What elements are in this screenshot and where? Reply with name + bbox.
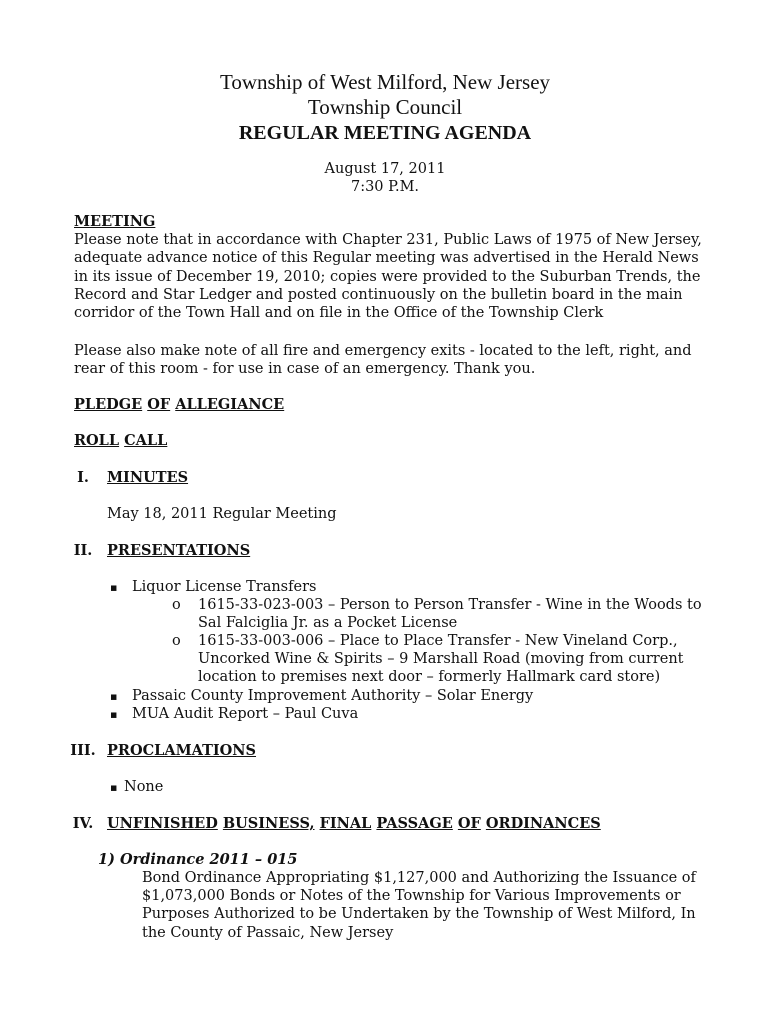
list-item [110, 687, 710, 706]
agenda-title: REGULAR MEETING AGENDA [238, 122, 532, 144]
meeting-section [74, 213, 714, 322]
ordinance-description: Bond Ordinance Appropriating $1,127,000 and Authorizing the Issuance of $1,073,000 Bonds or Notes of the Township for Various Improvements or Purposes Authorized to be Undertaken by the Township of West Milford, In the County of Passaic, New Jersey [142, 870, 696, 941]
proclamations-heading: PROCLAMATIONS [107, 742, 257, 759]
square-bullet-icon: ▪ [110, 581, 118, 594]
unfinished-business-heading [107, 815, 601, 832]
roll-call-heading [74, 432, 714, 450]
pledge-heading [74, 396, 714, 414]
circle-bullet-icon: o [172, 597, 181, 613]
heading-word: BUSINESS, [222, 815, 315, 832]
meeting-date-block [0, 160, 770, 196]
minutes-heading: MINUTES [107, 469, 189, 486]
meeting-time: 7:30 P.M. [350, 179, 420, 195]
emergency-exits-paragraph: Please also make note of all fire and emergency exits - located to the left, right, and rear of this room - for use in case of an emergency. Thank you. [74, 343, 692, 378]
pledge-word: ALLEGIANCE [175, 396, 285, 413]
heading-word: PASSAGE [376, 815, 453, 832]
ordinance-title: 1) Ordinance 2011 – 015 [98, 851, 298, 868]
section-numeral: III. [70, 742, 96, 759]
sub-list-item-text: 1615-33-023-003 – Person to Person Transfer - Wine in the Woods to Sal Falciglia Jr. as a Pocket License [198, 597, 702, 632]
pledge-word: OF [147, 396, 171, 413]
square-bullet-icon: ▪ [110, 708, 118, 721]
list-item-text: Passaic County Improvement Authority – Solar Energy [132, 688, 534, 704]
document-header [0, 70, 770, 145]
heading-word: FINAL [319, 815, 372, 832]
presentations-heading: PRESENTATIONS [107, 542, 251, 559]
pledge-word: PLEDGE [74, 396, 143, 413]
section-numeral: IV. [72, 815, 94, 832]
square-bullet-icon: ▪ [110, 690, 118, 703]
meeting-date: August 17, 2011 [324, 161, 446, 177]
section-numeral: I. [77, 469, 89, 486]
list-item-text: Liquor License Transfers [132, 579, 317, 595]
township-title: Township of West Milford, New Jersey [219, 70, 551, 94]
list-item [110, 778, 710, 797]
list-item [110, 578, 710, 597]
heading-word: ORDINANCES [485, 815, 601, 832]
section-numeral: II. [73, 542, 93, 559]
square-bullet-icon: ▪ [110, 781, 118, 794]
list-item-text: None [124, 779, 164, 795]
meeting-notice-paragraph: Please note that in accordance with Chapter 231, Public Laws of 1975 of New Jersey, adequate advance notice of this Regular meeting was advertised in the Herald News in its issue of December 19, 2010; copies were provided to the Suburban Trends, the Record and Star Ledger and posted continuously on the bulletin board in the main corridor of the Town Hall and on file in the Office of the Township Clerk [74, 232, 702, 322]
roll-call-word: CALL [124, 432, 168, 449]
circle-bullet-icon: o [172, 633, 181, 649]
heading-word: OF [457, 815, 481, 832]
sub-list-item [172, 596, 712, 632]
list-item [110, 705, 710, 724]
council-title: Township Council [307, 95, 463, 119]
minutes-item: May 18, 2011 Regular Meeting [107, 506, 337, 522]
list-item-text: MUA Audit Report – Paul Cuva [132, 706, 359, 722]
sub-list-item [172, 632, 712, 687]
meeting-heading: MEETING [74, 213, 156, 230]
roll-call-word: ROLL [74, 432, 120, 449]
heading-word: UNFINISHED [107, 815, 218, 832]
sub-list-item-text: 1615-33-003-006 – Place to Place Transfer - New Vineland Corp., Uncorked Wine & Spirits – 9 Marshall Road (moving from current location to premises next door – formerly Hallmark card store) [198, 633, 684, 686]
